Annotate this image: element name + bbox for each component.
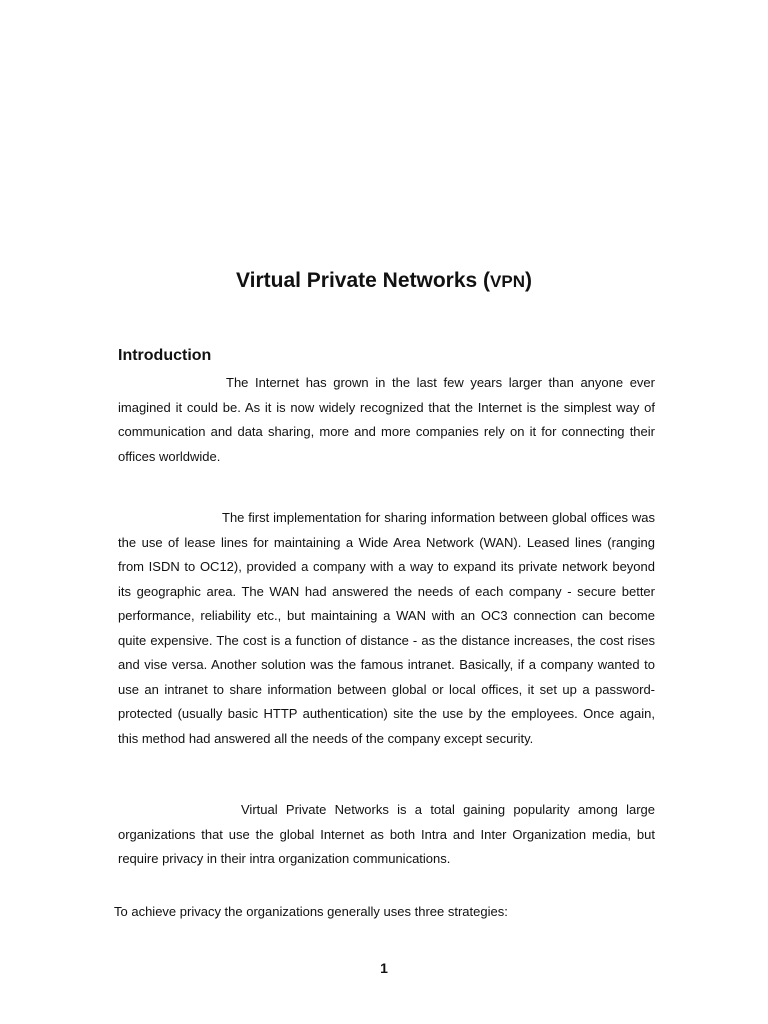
paragraph-3: [118, 798, 655, 872]
paragraph-1-text: The Internet has grown in the last few years larger than anyone ever imagined it could be. As it is now widely recognized that the Internet is the simplest way of communication and data sharing, more and more companies rely on it for connecting their offices worldwide.: [118, 375, 655, 464]
paragraph-1: [118, 371, 655, 469]
page-number: 1: [380, 960, 388, 976]
paragraph-3-text: Virtual Private Networks is a total gaining popularity among large organizations that use the global Internet as both Intra and Inter Organization media, but require privacy in their intra organization communications.: [118, 802, 655, 866]
document-title: [0, 266, 768, 297]
document-title-abbreviation: VPN: [490, 272, 525, 291]
document-title-close: ): [525, 269, 532, 292]
section-heading-introduction: Introduction: [118, 347, 212, 364]
paragraph-2-text: The first implementation for sharing information between global offices was the use of lease lines for maintaining a Wide Area Network (WAN). Leased lines (ranging from ISDN to OC12), provided a company with a way to expand its private network beyond its geographic area. The WAN had answered the needs of each company - secure better performance, reliability etc., but maintaining a WAN with an OC3 connection can become quite expensive. The cost is a function of distance - as the distance increases, the cost rises and vise versa. Another solution was the famous intranet. Basically, if a company wanted to use an intranet to share information between global or local offices, it set up a password-protected (usually basic HTTP authentication) site the use by the employees. Once again, this method had answered all the needs of the company except security.: [118, 510, 655, 746]
document-title-main: Virtual Private Networks (: [235, 269, 491, 292]
paragraph-2: [118, 506, 655, 751]
strategies-intro-text: To achieve privacy the organizations generally uses three strategies:: [114, 904, 508, 919]
